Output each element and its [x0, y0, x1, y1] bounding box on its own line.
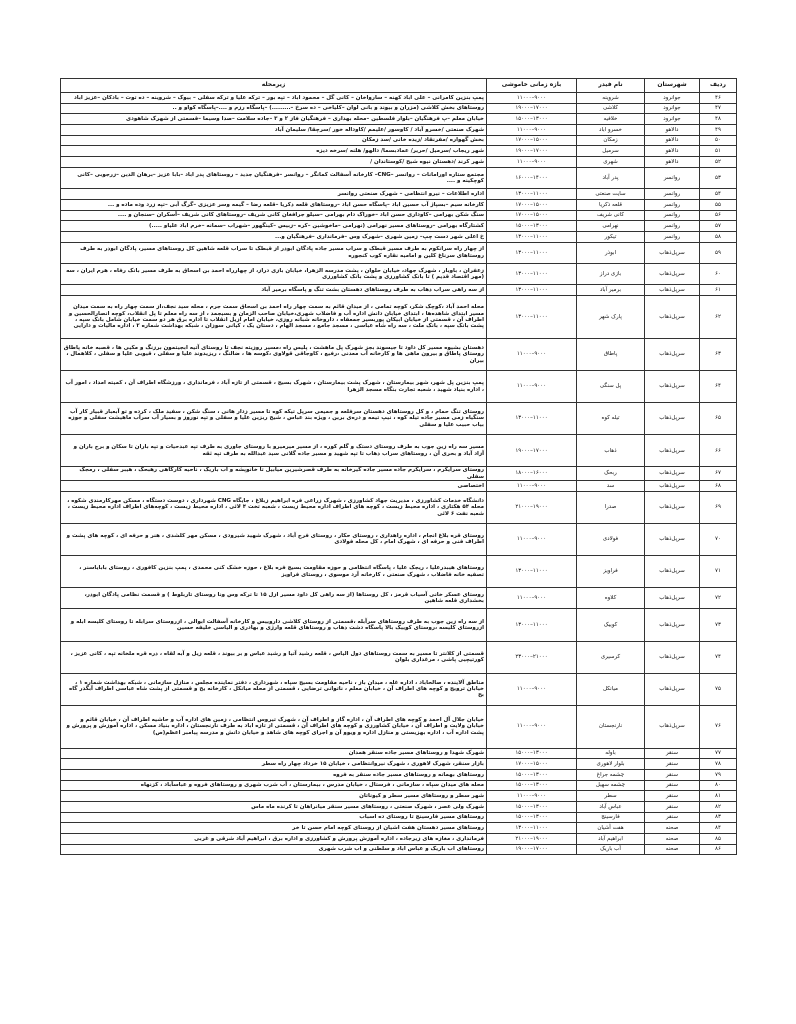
cell-row-number: ۷۳	[700, 609, 737, 641]
cell-feeder: برمیر آباد	[577, 285, 645, 296]
cell-area: خیابان معلم –پ فرهنگیان –بلوار فلسطین –محله بهداری – فرهنگیان فاز ۲ و ۳ –جاده سلامت –صدا وسیما –قسمتی از شهرک شاهودی	[61, 114, 487, 125]
cell-area: زعفران ، باوبار ، شهرک جهاد، خیابان حلوان ، پشت مدرسه الزهرا، خیابان بازی دراز، از چهارراه احمد بن اسحاق به طرف مسیر بانک رفاه ، هرم ایران ، سه (مهر اقتصاد قدیم ) تا بانک کشاورزی و پشت بانک کشاورزی	[61, 264, 487, 285]
cell-row-number: ۵۰	[700, 135, 737, 146]
cell-time: ۱۳۰۰۰–۱۵۰۰۰	[487, 114, 577, 125]
cell-area: سنگ شکن بهرامی –کاوداری حسن اباد –خوراک دام بهرامی –سیلو جرافغان کانی شریف –روستاهای کانی شریف –آسکران –سنجان و ....	[61, 210, 487, 221]
cell-feeder: سد	[577, 481, 645, 492]
cell-time: ۹۰۰۰–۱۱۰۰۰	[487, 673, 577, 705]
cell-area: از چهار راه سرانکوم به طرف مسیر قبطک و سراب مسیر جاده پادگان ابوذر از قبطک تا سراب قلعه شاهین کل روستاهای مسیر، پادگان ابوذر به طرف روستاهای سرناغ کلین و امامیه نقاره کوب کنجوره	[61, 242, 487, 263]
cell-area: روستاهای بهمانه و روستاهای مسیر جاده سنقر به فروه	[61, 769, 487, 780]
cell-feeder: پارک شهر	[577, 296, 645, 339]
table-row	[61, 481, 737, 492]
cell-feeder: ذهاب	[577, 435, 645, 467]
header-area: زیرمحله	[61, 79, 487, 93]
cell-city: سرپل‌ذهاب	[645, 705, 700, 748]
cell-feeder: پل سنگی	[577, 371, 645, 403]
cell-row-number: ۷۵	[700, 673, 737, 705]
table-row	[61, 834, 737, 845]
cell-feeder: نارنجستان	[577, 705, 645, 748]
cell-row-number: ۸۱	[700, 791, 737, 802]
outage-schedule-sheet	[60, 78, 736, 855]
cell-time: ۱۱۰۰۰–۱۳۰۰۰	[487, 189, 577, 200]
header-feeder: نام فیدر	[577, 79, 645, 93]
cell-time: ۹۰۰۰–۱۱۰۰۰	[487, 791, 577, 802]
table-row	[61, 135, 737, 146]
cell-row-number: ۵۵	[700, 199, 737, 210]
cell-area: شهرک شهدا و روستاهای مسیر جاده سنقر همدان	[61, 748, 487, 759]
cell-time: ۱۹۰۰۰–۲۱۰۰۰	[487, 834, 577, 845]
cell-city: صحنه	[645, 823, 700, 834]
table-row	[61, 146, 737, 157]
cell-feeder: قلعه ذکریا	[577, 199, 645, 210]
cell-time: ۱۵۰۰۰–۱۷۰۰۰	[487, 135, 577, 146]
cell-city: سرپل‌ذهاب	[645, 673, 700, 705]
cell-row-number: ۸۵	[700, 834, 737, 845]
cell-area: روستای سرایکرم ، سرایکرم جاده مسیر جاده گیرخانه به طرف قصرشیرین میابیل تا خانوپشه و اب باریک ، ناحیه کارگاهی رهبحک ، هیبر سفلی ، رمجک سفلی	[61, 467, 487, 481]
table-row	[61, 844, 737, 855]
cell-city: سنقر	[645, 801, 700, 812]
cell-row-number: ۵۳	[700, 167, 737, 188]
cell-area: پمپ بنزین کامرانی – علی اباد کهنه – سارواخان – کانی گل – محمود اباد – تپه بور – ترکه علیا و ترکه سفلی – بیوک – شروینه – ده توت – بادکان –عزیز اباد	[61, 93, 487, 104]
cell-row-number: ۵۴	[700, 189, 737, 200]
table-row	[61, 759, 737, 770]
cell-city: جوانرود	[645, 114, 700, 125]
cell-feeder: سطر	[577, 791, 645, 802]
cell-time: ۱۱۰۰۰–۱۳۰۰۰	[487, 242, 577, 263]
table-row	[61, 555, 737, 587]
table-row	[61, 705, 737, 748]
cell-feeder: کانی شریف	[577, 210, 645, 221]
cell-area: شهرک ولی عصر ، شهرک صنعتی ، روستاهای مسیر سنقر میانراهان تا کرنده ماه ماس	[61, 801, 487, 812]
cell-area: فرمانداری ، مغازه های زیرجاده ، اداره آموزش پرورش و کشاورزی و اداره برق ، ابراهیم آباد شرقی و غربی	[61, 834, 487, 845]
cell-feeder: خسرو اباد	[577, 125, 645, 136]
cell-time: ۱۹۰۰۰–۲۱۰۰۰	[487, 491, 577, 523]
cell-row-number: ۸۰	[700, 780, 737, 791]
cell-city: سرپل‌ذهاب	[645, 435, 700, 467]
cell-time: ۱۳۰۰۰–۱۵۰۰۰	[487, 801, 577, 812]
cell-city: روانسر	[645, 210, 700, 221]
cell-row-number: ۶۷	[700, 467, 737, 481]
cell-area: پمپ بنزین پل شهر، شهر بیمارستان ، شهرک پشت بیمارستان ، شهرک بسیج ، قسمتی از تازه آباد ، فرمانداری ، ورزشگاه اطراف آن ، کمیته امداد ، امور آب ، اداره بنیاد شهید ، شعبه تجارت بنگاه مسجد الزهرا	[61, 371, 487, 403]
cell-area: دهستان بشیوه مسیر کل داود تا جیسوند بجز شهرک پل ماهشت ، پلیس راه ،مسیر روزیته نجف تا روستای آتیه ابجیتمون برزنگ و مکیی ها ، قصبه خانه پاطاق روستای پاطاق و بیرون ماهی ها و کارخانه آب معدنی ،رفیع ، کاوجاقی قولاوی ،کوسه ها ، ضالنگ ، ریزیدوند علیا و سفلی ، قیوبی علیا و سفلی ، کلاهمال ، بیران	[61, 338, 487, 370]
cell-city: سنقر	[645, 780, 700, 791]
table-row	[61, 523, 737, 555]
cell-row-number: ۴۸	[700, 114, 737, 125]
cell-area: محله های میدان سپاه ، سازمانی ، فرستال ، خیابان مدرس ، بیمارستان ، آب شرب شهری و روستاهای فروه و عباسآباد ، کزنهاه	[61, 780, 487, 791]
cell-area: دانشگاه خدمات کشاورزی ، مدیریت جهاد کشاورزی ، شهرک زراعی فره ابراهیم زبلاغ ، جایگاه CNG شهرداری ، دوست دستگاه ، مسکن مهرکارمندی شکوه ، محله ۵۴ هکتاری ، اداره محیط زیست ، کوچه های اطراف اداره محیط زیست ، شعبه تخت ۴ لائی ، اداره محیط زیست ، کوچه‌های اطراف اداره محیط زیست ، شعبه نفت ۶ لائی	[61, 491, 487, 523]
table-row	[61, 338, 737, 370]
cell-feeder: تیکور	[577, 231, 645, 242]
cell-area: کارخانه سیم –بسپاژ آب حسین اباد –پاسگاه حسن اباد –روستاهای قلعه ذکریا –قلعه رضا – گیمه وسر عزیزی –گرگ آبی –تپه زرد وده ماده و ...	[61, 199, 487, 210]
cell-area: محله احمد آباد ،کوچک شکر، کوچه تمامی ، از میدان قائم به سمت چهار راه احمد بن اسحاق سمت جرم ، محله سید نجف،از سمت چهار راه به سمت میدان مسیر ابتدای شاهده‌ها ، ابتدای خیابان دانش اداره آب و فاضلاب شهری،خیابان صاحب الزمان و بسیجمد ، از سه راه معلم تا پل انقلاب، کوچه انصارالحسین و اطراف آن ، قسمتی از خیابان ابیکان پوربسیر جمعفاه ، داروخانه شبانه روزی، خیابان امام ازیل انقلاب تا اداره برق هر دو سمت خیابان شامل بانک سپه ، پشت بانک سپه ، بانک ملت ، سه راه شاه عباسی ، مسجد جامع ، مسجد الهام ، دستان یک ، کیانی سوزان ، شبکه بهداشت شماره ۲ ، اداره مالیات و دارایی	[61, 296, 487, 339]
cell-city: صحنه	[645, 834, 700, 845]
cell-time: ۱۶۰۰۰–۱۸۰۰۰	[487, 467, 577, 481]
table-row	[61, 801, 737, 812]
cell-feeder: ابراهیم آباد	[577, 834, 645, 845]
cell-row-number: ۷۹	[700, 769, 737, 780]
cell-feeder: سرمیل	[577, 146, 645, 157]
cell-time: ۹۰۰۰–۱۱۰۰۰	[487, 705, 577, 748]
cell-row-number: ۵۱	[700, 146, 737, 157]
cell-city: سرپل‌ذهاب	[645, 467, 700, 481]
cell-row-number: ۵۷	[700, 221, 737, 232]
cell-city: سرپل‌ذهاب	[645, 264, 700, 285]
cell-feeder: کلاوه	[577, 588, 645, 609]
cell-area: اداره اطلاعات – نیرو انتظامی – شهرک صنعتی روانسر	[61, 189, 487, 200]
cell-city: سرپل‌ذهاب	[645, 285, 700, 296]
cell-time: ۱۱۰۰۰–۱۳۰۰۰	[487, 823, 577, 834]
cell-row-number: ۵۸	[700, 231, 737, 242]
cell-city: جوانرود	[645, 93, 700, 104]
cell-city: سرپل‌ذهاب	[645, 523, 700, 555]
table-row	[61, 157, 737, 168]
table-row	[61, 93, 737, 104]
cell-area: مسیر سه راه زین جوب به طرف روستای دستک و گلم کوره ، از مسیر میرمیرو با روستای جاوری به طرف تپه عبدحیات و تپه باران تا سکان و برج باران و آزاد آباد و بحری آن ، روستاهای سراب ذهاب تا تپه شهید و مسیر جاده گلانی سید عبدالله به طرف تپه ثقه	[61, 435, 487, 467]
cell-time: ۱۳۰۰۰–۱۵۰۰۰	[487, 780, 577, 791]
cell-area: روستاهای بخش کلاشی (مزران و بیوند و بانی لوان –کلیاخی – ده سرخ –.........) –پاسگاه رزم و ....–پاسگاه کواو و ..	[61, 103, 487, 114]
cell-city: روانسر	[645, 231, 700, 242]
table-row	[61, 285, 737, 296]
table-row	[61, 210, 737, 221]
cell-row-number: ۶۸	[700, 481, 737, 492]
cell-time: ۱۵۰۰۰–۱۷۰۰۰	[487, 759, 577, 770]
cell-feeder: چشمه جراغ	[577, 769, 645, 780]
cell-feeder: چشمه سهیل	[577, 780, 645, 791]
cell-feeder: بازی دراز	[577, 264, 645, 285]
cell-row-number: ۷۷	[700, 748, 737, 759]
cell-area: از سه راهی سراب ذهاب به طرف روستاهای دهستان بشت تنگ و پاسگاه برمیر آباد	[61, 285, 487, 296]
cell-row-number: ۷۲	[700, 588, 737, 609]
cell-area: شهر ریجاب /سرمیل /حریر/ عمادبسما/ دالهو/ هلنه /سرخه دیزه	[61, 146, 487, 157]
cell-city: سرپل‌ذهاب	[645, 491, 700, 523]
cell-city: سرپل‌ذهاب	[645, 609, 700, 641]
cell-time: ۱۳۰۰۰–۱۵۰۰۰	[487, 812, 577, 823]
cell-area: اختصاصی	[61, 481, 487, 492]
cell-time: ۱۵۰۰۰–۱۷۰۰۰	[487, 199, 577, 210]
cell-feeder: میانکل	[577, 673, 645, 705]
table-row	[61, 114, 737, 125]
cell-row-number: ۸۶	[700, 844, 737, 855]
table-row	[61, 823, 737, 834]
table-row	[61, 403, 737, 435]
cell-time: ۹۰۰۰–۱۱۰۰۰	[487, 588, 577, 609]
cell-feeder: کوییک	[577, 609, 645, 641]
cell-row-number: ۵۲	[700, 157, 737, 168]
cell-feeder: کلاشی	[577, 103, 645, 114]
cell-row-number: ۷۰	[700, 523, 737, 555]
cell-area: شهرک صنعتی /خسرو آباد / کاوسور /علیمم /کاوداله خور /سرچقا/ سلیمان آباد	[61, 125, 487, 136]
cell-time: ۱۱۰۰۰–۱۳۰۰۰	[487, 555, 577, 587]
header-time: بازه زمانی خاموشی	[487, 79, 577, 93]
cell-city: سنقر	[645, 769, 700, 780]
cell-city: روانسر	[645, 189, 700, 200]
table-row	[61, 189, 737, 200]
table-row	[61, 748, 737, 759]
table-row	[61, 231, 737, 242]
cell-area: بخش گهواره /مفرنقاد /زیده خانی /سد زمکان	[61, 135, 487, 146]
table-row	[61, 491, 737, 523]
cell-row-number: ۷۴	[700, 641, 737, 673]
cell-row-number: ۸۲	[700, 801, 737, 812]
cell-feeder: پاطاق	[577, 338, 645, 370]
cell-area: روستاهای اب باریک و عباس اباد و سلطنی و اب شرب شهری	[61, 844, 487, 855]
cell-area: مجتمع ستاره اورامانات – روانسر –CNG– کارخانه آسفالت کمانگر – روانسر –فرهنگیان جدید – روستاهای پدر اباد –بابا عزیز –برهان الدین –زرجوبی –کانی کوچکینه و ....	[61, 167, 487, 188]
table-row	[61, 812, 737, 823]
cell-area: بازار سنقر، شهرک لاهوری ، شهرک نیروانتظامی ، خیابان ۱۵ خرداد چهار راه سطر	[61, 759, 487, 770]
cell-area: روستای عسکر خانی آسیاب قرمز ، کل روستاها (از سه راهی کل داود مسیر ازل ۱۵ تا ترکه وس ونا روستای تاربلوط ) و قسمت نظامی پادگان ابوذر، بخشداری قلعه شاهین	[61, 588, 487, 609]
table-row	[61, 588, 737, 609]
cell-feeder: فولادی	[577, 523, 645, 555]
cell-area: خیابان جلال آل احمد و کوچه های اطراف آن ، اداره گاز و اطراف آن ، شهرک تیروس انتظامی ، زمین های اداره آب و حاشیه اطراف آن ، خیابان قائم و خیابان ولایت و اطراف آن ، خیابان کشاورزی و کوچه های اطراف آن ، قسمتی از تازه اباد به طرف نارنجستان ، اداره بنیاد مسکن ، اداره آموزش و پرورش و پشت اداره آب ، اداره بهزیستی و منازل اداره و ویوو آن و اجرای کوچه های شاهد و خیابان دانش و مدرسه پیامبر اعظم(ص)	[61, 705, 487, 748]
cell-row-number: ۶۲	[700, 296, 737, 339]
cell-feeder: فراویز	[577, 555, 645, 587]
table-row	[61, 780, 737, 791]
cell-feeder: نهرامی	[577, 221, 645, 232]
cell-city: جوانرود	[645, 103, 700, 114]
cell-time: ۹۰۰۰–۱۱۰۰۰	[487, 93, 577, 104]
cell-row-number: ۶۶	[700, 435, 737, 467]
table-row	[61, 242, 737, 263]
table-row	[61, 221, 737, 232]
cell-time: ۹۰۰۰–۱۱۰۰۰	[487, 481, 577, 492]
table-row	[61, 673, 737, 705]
cell-row-number: ۶۴	[700, 371, 737, 403]
cell-city: سرپل‌ذهاب	[645, 242, 700, 263]
cell-row-number: ۷۶	[700, 705, 737, 748]
cell-feeder: تیله کوه	[577, 403, 645, 435]
table-row	[61, 371, 737, 403]
cell-feeder: آب باریک	[577, 844, 645, 855]
cell-area: شهر سطر و روستاهای مسیر سطر و کیوناتان	[61, 791, 487, 802]
cell-time: ۱۵۰۰۰–۱۷۰۰۰	[487, 210, 577, 221]
cell-city: روانسر	[645, 221, 700, 232]
cell-time: ۱۱۰۰۰–۱۳۰۰۰	[487, 403, 577, 435]
table-row	[61, 167, 737, 188]
cell-city: سرپل‌ذهاب	[645, 481, 700, 492]
cell-time: ۱۱۰۰۰–۱۳۰۰۰	[487, 296, 577, 339]
cell-city: سنقر	[645, 791, 700, 802]
cell-feeder: کرسیری	[577, 641, 645, 673]
cell-area: خ اعلی شهر دست چپ– زمین شهری –شهرک وس –فرمانداری –فرهنگیان و...	[61, 231, 487, 242]
cell-city: سرپل‌ذهاب	[645, 338, 700, 370]
cell-city: سرپل‌ذهاب	[645, 296, 700, 339]
cell-time: ۹۰۰۰–۱۱۰۰۰	[487, 338, 577, 370]
cell-city: روانسر	[645, 167, 700, 188]
cell-area: روستای تنگ حمام ، و کل روستاهای دهستان سرفلعه و جمیعی سرپل تیکه کوه تا مسیر زدار هانی ، سنگ شکن ، سفید ملک ، کرده و تو آبعبار قبیار کار آب سنگیاه زمی مسیر جاده تیله کوه ، نیپ تیمه و دره‌ی برین ، ویژه بند عباس ، شیخ ربزین علیا و سفلی و تپه نوروز و بسیار آب سرآب ماهیشت سفلی و جوزه بیاب حبیب علیا و سفلی	[61, 403, 487, 435]
cell-time: ۱۷۰۰۰–۱۹۰۰۰	[487, 844, 577, 855]
cell-area: مناطق آلاینده ، صالحاباد ، اداره غله ، میدان باز ، ناحیه مقاومت بسیج سپاه ، شهرداری ، دفتر نماینده مجلس ، منازل سازمانی ، شبکه بهداشت شماره ۱ ، خیابان ترویج و کوچه های اطراف آن ، خیابان معلم ، ناتوانی ترضایی ، قسمتی از محله میانکل ، کارخانه یخ و قسمتی از پشت شاه عباسی اطراف آبگذر گاه بخ	[61, 673, 487, 705]
cell-city: سرپل‌ذهاب	[645, 555, 700, 587]
cell-feeder: زمکان	[577, 135, 645, 146]
cell-time: ۱۱۰۰۰–۱۳۰۰۰	[487, 285, 577, 296]
cell-feeder: ربحک	[577, 467, 645, 481]
cell-city: سنقر	[645, 759, 700, 770]
cell-area: کشتارگاه بهرامی –روستاهای مسیر نهرامی (نهرامی –ماخوشین –کره –زبیس –کینگهور –شهراب –سمانه –خرم اباد علیاو .....)	[61, 221, 487, 232]
header-city: شهرستان	[645, 79, 700, 93]
cell-city: سرپل‌ذهاب	[645, 588, 700, 609]
cell-row-number: ۸۴	[700, 823, 737, 834]
cell-row-number: ۶۰	[700, 264, 737, 285]
cell-time: ۱۱۰۰۰–۱۳۰۰۰	[487, 264, 577, 285]
cell-area: از سه راه زین جوب به طرف روستاهای سرآبله ،قسمتی از روستای کلاشی داروییس و کارخانه آسفالت ابوالی ، ازروستای سرابله تا روستای کلیسه ابله و ازروستای کلیسه ،روستای کوییک بالا پاسگاه دشت ذهاب و روستاهای قلعه وارژی و بهادری و الیاسی خلیفه حسین	[61, 609, 487, 641]
cell-feeder: شروینه	[577, 93, 645, 104]
cell-area: روستاهای هیبدرعلیا ، ریجک علیا ، پاسگاه انتظامی و حوزه مقاومت بسیج فره بلاغ ، حوزه خشک کنی محمدی ، پمپ بنزین کافوری ، روستای بابایاسنر ، تصفیه خانه فاضلاب ، شهرک صنعتی ، کارخانه آرد موسوی ، روستای فراویز	[61, 555, 487, 587]
table-row	[61, 467, 737, 481]
cell-row-number: ۵۹	[700, 242, 737, 263]
cell-feeder: عباس آباد	[577, 801, 645, 812]
table-row	[61, 791, 737, 802]
cell-area: روستاهای مسیر دهستان هفت اشیان از روستای کوچه امام حسن تا خر	[61, 823, 487, 834]
cell-row-number: ۴۷	[700, 103, 737, 114]
table-row	[61, 609, 737, 641]
table-row	[61, 769, 737, 780]
cell-row-number: ۶۵	[700, 403, 737, 435]
table-row	[61, 125, 737, 136]
cell-feeder: هفت آشیان	[577, 823, 645, 834]
cell-time: ۹۰۰۰–۱۱۰۰۰	[487, 157, 577, 168]
cell-city: سرپل‌ذهاب	[645, 371, 700, 403]
table-row	[61, 641, 737, 673]
cell-city: دالاهو	[645, 135, 700, 146]
cell-row-number: ۷۱	[700, 555, 737, 587]
table-row	[61, 103, 737, 114]
cell-feeder: پدر آباد	[577, 167, 645, 188]
cell-city: سنقر	[645, 812, 700, 823]
cell-feeder: شهری	[577, 157, 645, 168]
cell-city: دالاهو	[645, 157, 700, 168]
cell-city: صحنه	[645, 844, 700, 855]
cell-time: ۱۳۰۰۰–۱۵۰۰۰	[487, 221, 577, 232]
header-row-number: ردیف	[700, 79, 737, 93]
cell-feeder: صدرا	[577, 491, 645, 523]
cell-time: ۱۳۰۰۰–۱۵۰۰۰	[487, 748, 577, 759]
cell-row-number: ۸۳	[700, 812, 737, 823]
cell-time: ۱۴۰۰۰–۱۶۰۰۰	[487, 167, 577, 188]
cell-row-number: ۶۹	[700, 491, 737, 523]
cell-feeder: سایت صنعتی	[577, 189, 645, 200]
cell-time: ۱۱۰۰۰–۱۳۰۰۰	[487, 609, 577, 641]
table-row	[61, 199, 737, 210]
cell-city: سرپل‌ذهاب	[645, 403, 700, 435]
cell-feeder: فارسینج	[577, 812, 645, 823]
cell-city: سرپل‌ذهاب	[645, 641, 700, 673]
cell-row-number: ۵۶	[700, 210, 737, 221]
cell-time: ۱۱۰۰۰–۱۳۰۰۰	[487, 231, 577, 242]
cell-feeder: خلافیه	[577, 114, 645, 125]
cell-row-number: ۴۹	[700, 125, 737, 136]
cell-city: دالاهو	[645, 125, 700, 136]
cell-row-number: ۷۸	[700, 759, 737, 770]
table-header-row	[61, 79, 737, 93]
cell-time: ۹۰۰۰–۱۱۰۰۰	[487, 371, 577, 403]
table-body	[61, 93, 737, 855]
cell-city: سنقر	[645, 748, 700, 759]
cell-feeder: ابوذر	[577, 242, 645, 263]
cell-time: ۹۰۰۰–۱۱۰۰۰	[487, 523, 577, 555]
cell-feeder: بلوار لاهوری	[577, 759, 645, 770]
table-row	[61, 264, 737, 285]
cell-time: ۱۷۰۰۰–۱۹۰۰۰	[487, 146, 577, 157]
cell-time: ۲۱۰۰۰–۲۳۰۰۰	[487, 641, 577, 673]
cell-feeder: باوله	[577, 748, 645, 759]
cell-city: دالاهو	[645, 146, 700, 157]
cell-time: ۱۷۰۰۰–۱۹۰۰۰	[487, 103, 577, 114]
table-row	[61, 296, 737, 339]
cell-row-number: ۴۶	[700, 93, 737, 104]
cell-time: ۱۷۰۰۰–۱۹۰۰۰	[487, 435, 577, 467]
cell-city: روانسر	[645, 199, 700, 210]
cell-row-number: ۶۳	[700, 338, 737, 370]
cell-area: روستای قره بلاغ انجام ، اداره راهداری ، روستای حکار ، روستای فرج آباد ، شهرک شهید شیرودی ، مسکن مهر کلشدی ، هنر و حرفه ای ، کوچه های پشت و اطراف فنی و حرفه ای ، شهرک امام ، کل محله فولادی	[61, 523, 487, 555]
outage-table	[60, 78, 737, 855]
cell-area: قسمتی از کلانتر تا مسیر به سمت روستاهای دول الیاس ، قلعه رشید آتیا و رشید عباس و بر بیوند ، قلعه زیل و آبه لقاه ، ذره قره ملخانه تپه ، کانی عزیز ، کورتیچیی پاشی ، مرغداری بلوان	[61, 641, 487, 673]
cell-area: شهر کرند /دهستان نیوه شیخ /کوستاندان /	[61, 157, 487, 168]
cell-time: ۹۰۰۰–۱۱۰۰۰	[487, 125, 577, 136]
cell-time: ۱۳۰۰۰–۱۵۰۰۰	[487, 769, 577, 780]
table-row	[61, 435, 737, 467]
cell-row-number: ۶۱	[700, 285, 737, 296]
cell-area: روستاهای مسیر فارسینج تا روستای ده اسباب	[61, 812, 487, 823]
